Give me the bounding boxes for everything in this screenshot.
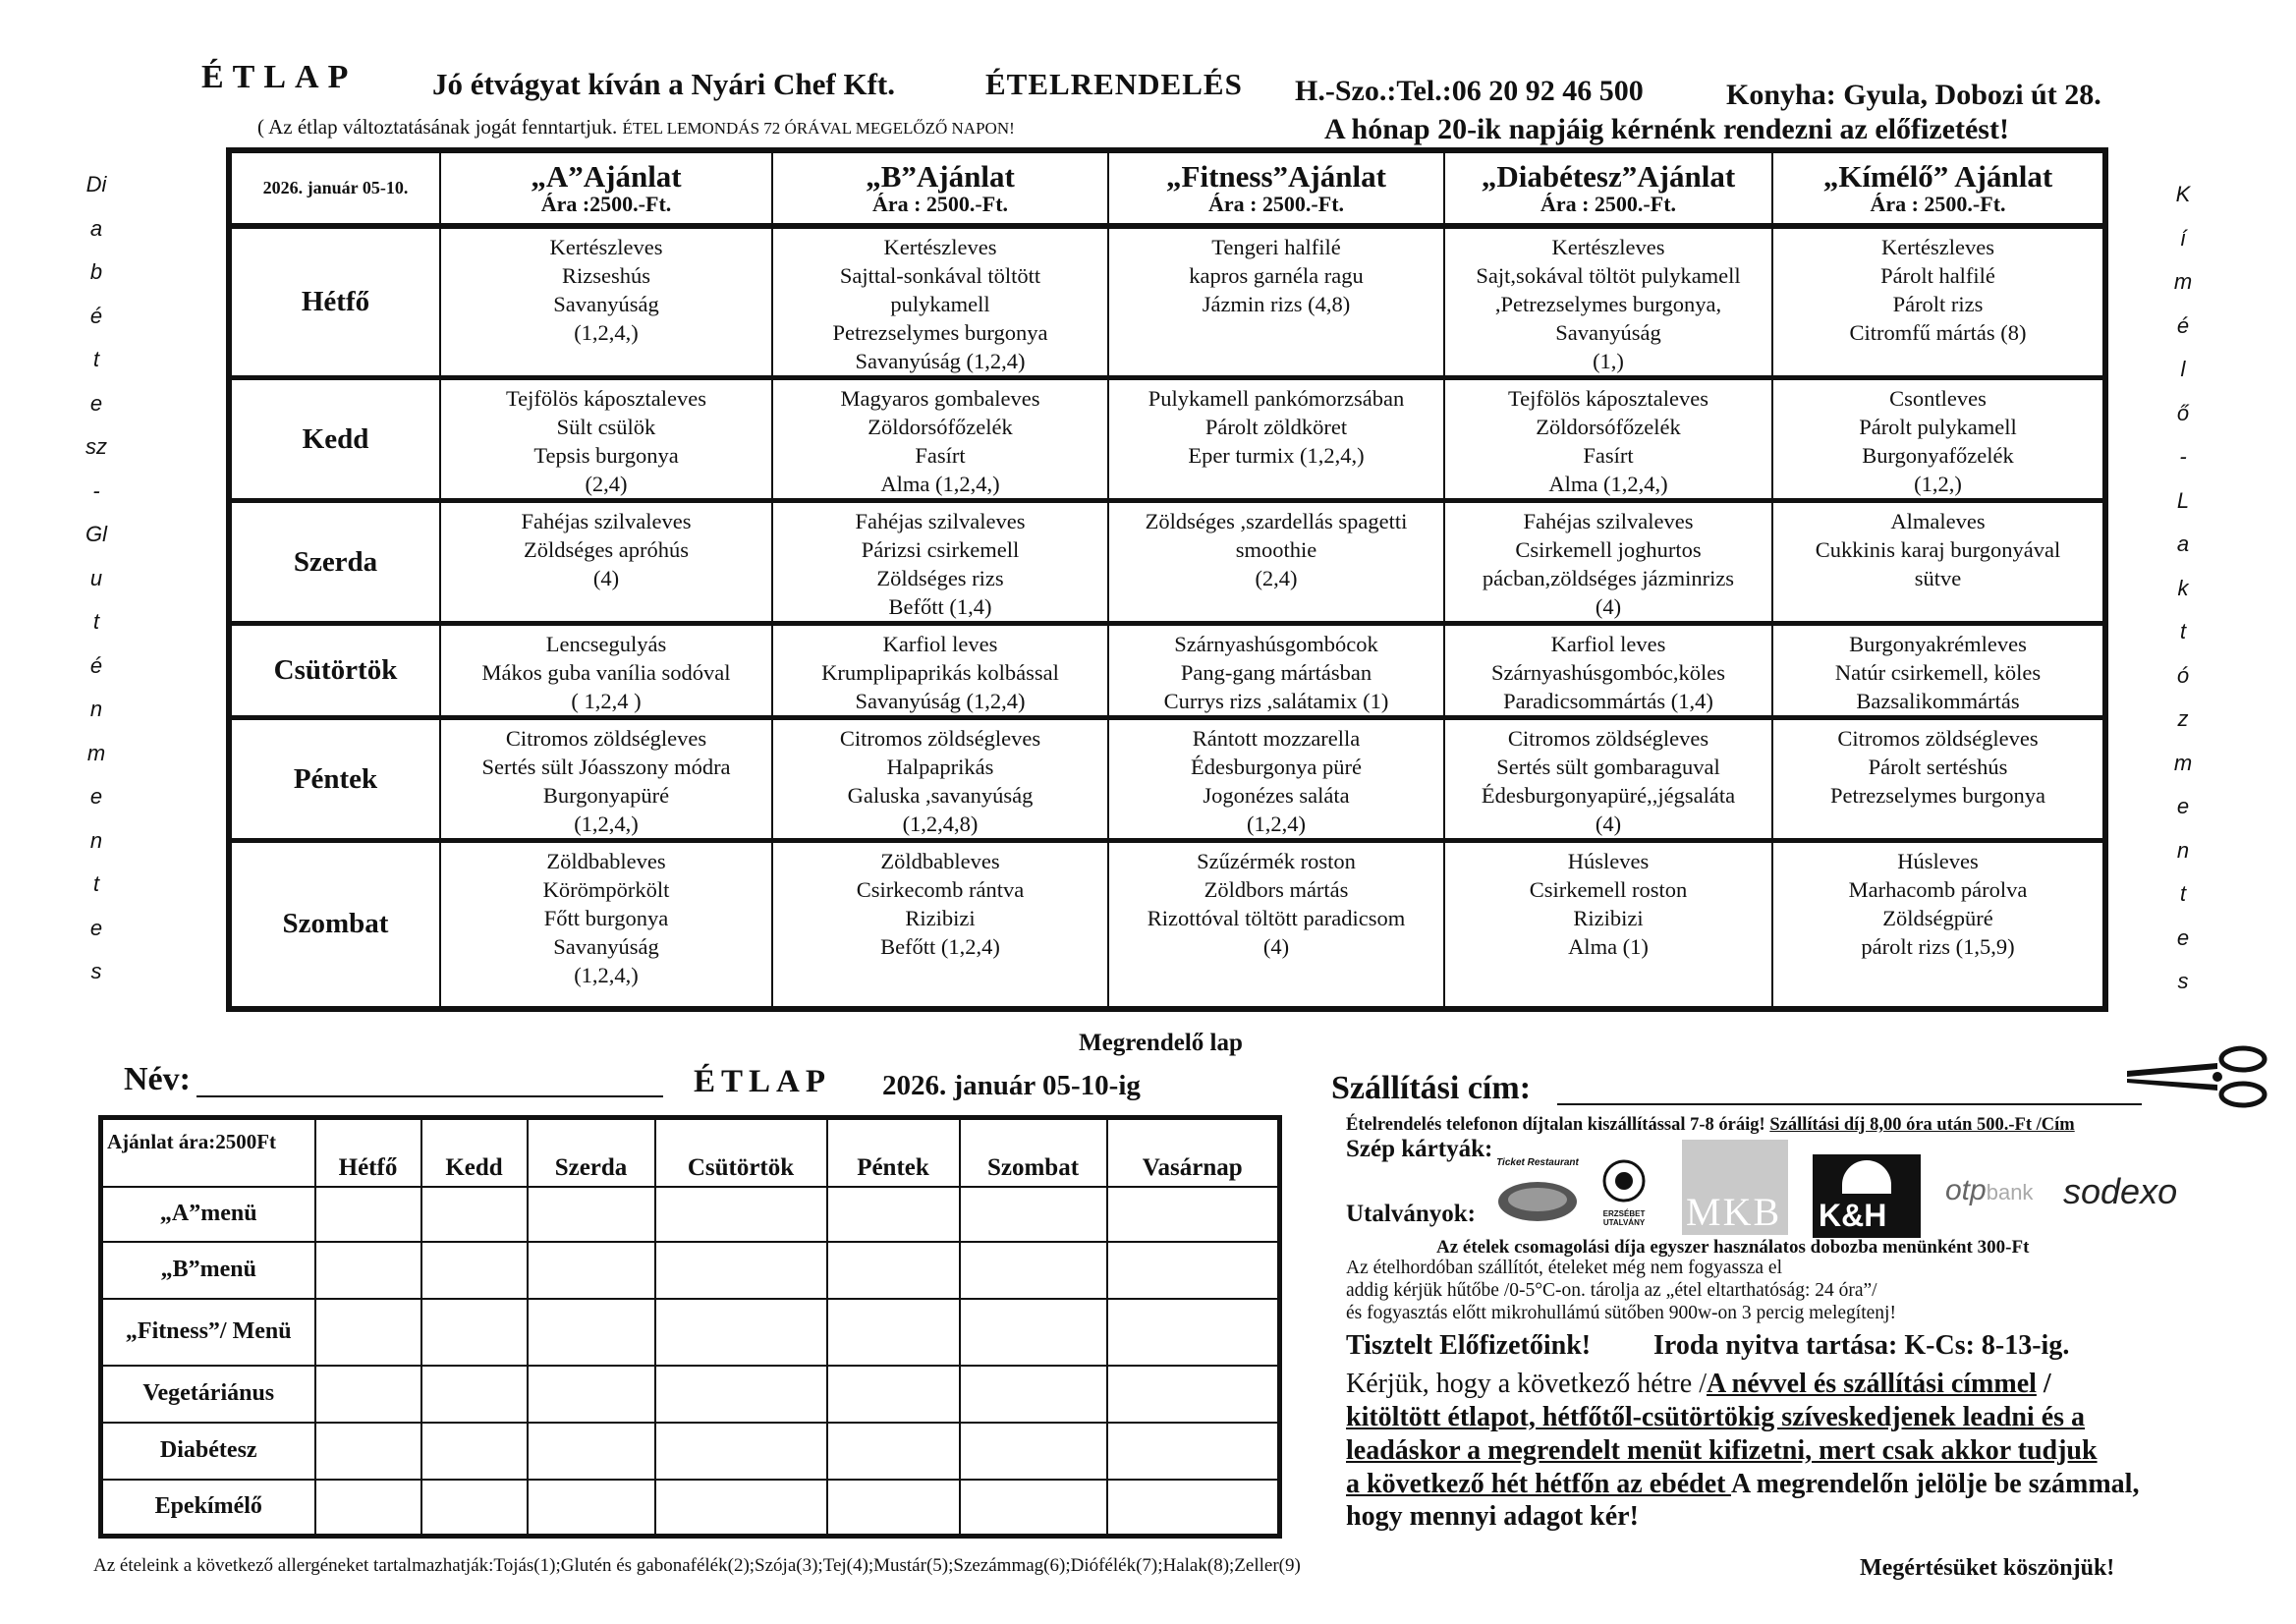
meal-line: Csontleves bbox=[1889, 386, 1987, 411]
order-quantity-cell[interactable] bbox=[1107, 1242, 1280, 1299]
meal-line: Csirkemell roston bbox=[1529, 877, 1688, 902]
order-day-header: Péntek bbox=[827, 1118, 960, 1187]
meal-line: (1,2,4,) bbox=[574, 963, 639, 987]
meal-line: (4) bbox=[1262, 934, 1290, 959]
order-quantity-cell[interactable] bbox=[1107, 1299, 1280, 1366]
order-quantity-cell[interactable] bbox=[528, 1299, 655, 1366]
meal-cell bbox=[1108, 841, 1444, 1009]
side-left-letter: sz bbox=[85, 434, 107, 459]
ticket-restaurant-logo: Ticket Restaurant bbox=[1493, 1157, 1582, 1228]
meal-line: Marhacomb párolva bbox=[1848, 877, 2028, 902]
meal-line: (4) bbox=[592, 566, 620, 590]
side-left-letter: t bbox=[92, 871, 100, 896]
side-left-letter: é bbox=[89, 652, 103, 678]
order-menu-label: „B”menü bbox=[101, 1242, 315, 1299]
meal-line: Tejfölös káposztaleves bbox=[1508, 386, 1708, 411]
order-quantity-cell[interactable] bbox=[960, 1480, 1107, 1537]
meal-line: Fahéjas szilvaleves bbox=[1523, 509, 1694, 533]
request-line-2: kitöltött étlapot, hétfőtől-csütörtökig szíveskedjenek leadni és a bbox=[1346, 1402, 2086, 1432]
order-quantity-cell[interactable] bbox=[827, 1299, 960, 1366]
order-quantity-cell[interactable] bbox=[315, 1423, 421, 1480]
meal-cell bbox=[1444, 226, 1772, 378]
meal-line: Savanyúság bbox=[553, 292, 659, 316]
meal-line: (1,2,) bbox=[1914, 472, 1962, 496]
order-quantity-cell[interactable] bbox=[421, 1187, 528, 1242]
meal-line: Karfiol leves bbox=[1550, 632, 1666, 656]
offer-price-label: Ajánlat ára:2500Ft bbox=[101, 1118, 315, 1187]
meal-line: Párolt sertéshús bbox=[1868, 755, 2008, 779]
meal-line: Főtt burgonya bbox=[543, 906, 669, 930]
side-left-letter: t bbox=[92, 609, 100, 634]
storage-note-2: addig kérjük hűtőbe /0-5°C-on. tárolja az „étel eltarthatóság: 24 óra”/ bbox=[1346, 1280, 1877, 1301]
order-quantity-cell[interactable] bbox=[960, 1366, 1107, 1423]
order-quantity-cell[interactable] bbox=[1107, 1366, 1280, 1423]
meal-line: Savanyúság bbox=[1555, 320, 1661, 345]
order-day-header: Csütörtök bbox=[655, 1118, 827, 1187]
order-quantity-cell[interactable] bbox=[960, 1299, 1107, 1366]
meal-line: Krumplipaprikás kolbással bbox=[821, 660, 1059, 685]
side-left-letter: - bbox=[92, 477, 100, 503]
order-date: 2026. január 05-10-ig bbox=[882, 1070, 1141, 1101]
szep-card-label: Szép kártyák: bbox=[1346, 1136, 1493, 1162]
meal-line: (1,) bbox=[1593, 349, 1624, 373]
side-right-letter: a bbox=[2176, 532, 2190, 556]
side-left-letter: n bbox=[89, 827, 103, 853]
meal-line: Zöldorsófőzelék bbox=[1536, 415, 1681, 439]
order-quantity-cell[interactable] bbox=[655, 1187, 827, 1242]
meal-line: Citromos zöldségleves bbox=[1837, 726, 2039, 751]
order-quantity-cell[interactable] bbox=[960, 1423, 1107, 1480]
order-day-header: Vasárnap bbox=[1107, 1118, 1280, 1187]
order-quantity-cell[interactable] bbox=[960, 1187, 1107, 1242]
order-quantity-cell[interactable] bbox=[655, 1242, 827, 1299]
address-label: Szállítási cím: bbox=[1331, 1070, 1532, 1106]
meal-line: (1,2,4,) bbox=[574, 320, 639, 345]
plan-header-fitness: „Fitness”Ajánlat Ára : 2500.-Ft. bbox=[1108, 150, 1444, 226]
request-line-1: Kérjük, hogy a következő hétre /A névvel és szállítási címmel / bbox=[1346, 1369, 2051, 1399]
meal-line: Zöldséges rizs bbox=[876, 566, 1004, 590]
order-quantity-cell[interactable] bbox=[421, 1423, 528, 1480]
meal-line: Szűzérmék roston bbox=[1197, 849, 1356, 873]
meal-line: Csirkecomb rántva bbox=[856, 877, 1025, 902]
meal-line: párolt rizs (1,5,9) bbox=[1861, 934, 2015, 959]
meal-line: Sült csülök bbox=[556, 415, 656, 439]
side-right-letter: l bbox=[2180, 357, 2186, 381]
meal-cell bbox=[1444, 501, 1772, 624]
order-quantity-cell[interactable] bbox=[827, 1423, 960, 1480]
meal-line: Tejfölös káposztaleves bbox=[506, 386, 706, 411]
meal-line: Kertészleves bbox=[549, 235, 663, 259]
meal-line: sütve bbox=[1914, 566, 1962, 590]
meal-line: Petrezselymes burgonya bbox=[832, 320, 1048, 345]
order-day-header: Szombat bbox=[960, 1118, 1107, 1187]
day-label: Kedd bbox=[229, 378, 440, 501]
side-right-letter: t bbox=[2179, 881, 2187, 906]
order-quantity-cell[interactable] bbox=[528, 1423, 655, 1480]
meal-cell bbox=[772, 378, 1108, 501]
meal-cell bbox=[440, 226, 772, 378]
order-quantity-cell[interactable] bbox=[528, 1480, 655, 1537]
side-left-letter: s bbox=[90, 959, 102, 983]
kitchen-address: Konyha: Gyula, Dobozi út 28. bbox=[1726, 79, 2101, 111]
meal-line: Zöldbableves bbox=[880, 849, 1000, 873]
meal-line: Citromfű mártás (8) bbox=[1849, 320, 2027, 345]
meal-line: (4) bbox=[1595, 812, 1622, 836]
meal-line: Almaleves bbox=[1890, 509, 1986, 533]
meal-line: Burgonyapüré bbox=[542, 783, 670, 808]
order-quantity-cell[interactable] bbox=[315, 1480, 421, 1537]
order-quantity-cell[interactable] bbox=[1107, 1187, 1280, 1242]
meal-cell bbox=[1108, 378, 1444, 501]
meal-line: (4) bbox=[1595, 594, 1622, 619]
meal-line: Sertés sült gombaraguval bbox=[1496, 755, 1720, 779]
meal-line: Alma (1,2,4,) bbox=[880, 472, 1000, 496]
plan-header-diabetes: „Diabétesz”Ajánlat Ára : 2500.-Ft. bbox=[1444, 150, 1772, 226]
meal-cell bbox=[772, 841, 1108, 1009]
meal-line: Sajt,sokával töltöt pulykamell bbox=[1476, 263, 1741, 288]
side-label-gentle-lactose-free bbox=[2161, 173, 2205, 1004]
packaging-note: Az ételek csomagolási díja egyszer használatos dobozba menünként 300-Ft bbox=[1436, 1237, 2030, 1258]
meal-line: Currys rizs ,salátamix (1) bbox=[1163, 689, 1389, 713]
meal-cell bbox=[440, 378, 772, 501]
meal-cell bbox=[1772, 501, 2105, 624]
meal-cell bbox=[1772, 718, 2105, 841]
order-form-title: Megrendelő lap bbox=[1079, 1030, 1243, 1056]
meal-line: Halpaprikás bbox=[886, 755, 994, 779]
request-line-3: leadáskor a megrendelt menüt kifizetni, mert csak akkor tudjuk bbox=[1346, 1435, 2098, 1466]
order-quantity-cell[interactable] bbox=[528, 1366, 655, 1423]
order-menu-label: „Fitness”/ Menü bbox=[101, 1299, 315, 1366]
side-right-letter: í bbox=[2179, 225, 2187, 251]
address-field[interactable] bbox=[1557, 1103, 2142, 1105]
meal-line: Csirkemell joghurtos bbox=[1515, 537, 1702, 562]
meal-line: Kertészleves bbox=[1881, 235, 1994, 259]
meal-line: Pulykamell pankómorzsában bbox=[1148, 386, 1405, 411]
meal-line: Savanyúság bbox=[553, 934, 659, 959]
meal-line: Édesburgonyapüré,,jégsaláta bbox=[1481, 783, 1736, 808]
scissors-icon bbox=[2127, 1043, 2274, 1112]
meal-line: (1,2,4) bbox=[1247, 812, 1306, 836]
meal-cell bbox=[1772, 624, 2105, 718]
meal-line: Tepsis burgonya bbox=[533, 443, 679, 468]
order-quantity-cell[interactable] bbox=[827, 1366, 960, 1423]
side-label-diabetes-gluten-free bbox=[75, 163, 118, 994]
side-left-letter: Gl bbox=[85, 522, 107, 546]
side-right-letter: k bbox=[2177, 575, 2189, 600]
meal-cell bbox=[1108, 718, 1444, 841]
meal-line: Párolt halfilé bbox=[1880, 263, 1995, 288]
order-quantity-cell[interactable] bbox=[421, 1480, 528, 1537]
meal-line: Pang-gang mártásban bbox=[1180, 660, 1372, 685]
meal-cell bbox=[1772, 841, 2105, 1009]
meal-cell bbox=[772, 226, 1108, 378]
meal-cell bbox=[440, 624, 772, 718]
side-right-letter: K bbox=[2175, 182, 2191, 206]
name-field[interactable] bbox=[196, 1095, 663, 1097]
meal-line: Alma (1,2,4,) bbox=[1548, 472, 1668, 496]
meal-line: (2,4) bbox=[1255, 566, 1298, 590]
side-right-letter: e bbox=[2176, 794, 2190, 818]
order-quantity-cell[interactable] bbox=[655, 1423, 827, 1480]
meal-line: kapros garnéla ragu bbox=[1189, 263, 1364, 288]
meal-line: Jázmin rizs (4,8) bbox=[1202, 292, 1351, 316]
meal-line: Mákos guba vanília sodóval bbox=[481, 660, 731, 685]
meal-line: Szárnyashúsgombócok bbox=[1174, 632, 1378, 656]
meal-cell bbox=[772, 501, 1108, 624]
meal-line: Fasírt bbox=[1583, 443, 1634, 468]
menu-date: 2026. január 05-10. bbox=[229, 150, 440, 226]
meal-line: pulykamell bbox=[890, 292, 990, 316]
side-right-letter: s bbox=[2177, 969, 2189, 993]
name-label: Név: bbox=[124, 1061, 191, 1097]
meal-line: Savanyúság (1,2,4) bbox=[855, 349, 1026, 373]
meal-line: Lencsegulyás bbox=[545, 632, 667, 656]
side-right-letter: z bbox=[2177, 706, 2189, 731]
day-label: Szombat bbox=[229, 841, 440, 1009]
side-left-letter: b bbox=[89, 259, 103, 284]
meal-line: smoothie bbox=[1235, 537, 1317, 562]
order-quantity-cell[interactable] bbox=[1107, 1423, 1280, 1480]
meal-line: Citromos zöldségleves bbox=[839, 726, 1041, 751]
meal-line: Natúr csirkemell, köles bbox=[1834, 660, 2042, 685]
meal-cell bbox=[440, 501, 772, 624]
meal-line: Húsleves bbox=[1567, 849, 1650, 873]
vouchers-label: Utalványok: bbox=[1346, 1201, 1476, 1227]
company-wish: Jó étvágyat kíván a Nyári Chef Kft. bbox=[432, 67, 895, 101]
meal-line: Húsleves bbox=[1897, 849, 1979, 873]
plan-header-a: „A”Ajánlat Ára :2500.-Ft. bbox=[440, 150, 772, 226]
order-quantity-cell[interactable] bbox=[421, 1299, 528, 1366]
meal-cell bbox=[1108, 226, 1444, 378]
side-right-letter: - bbox=[2179, 444, 2187, 469]
request-line-5: hogy mennyi adagot kér! bbox=[1346, 1501, 1639, 1532]
side-left-letter: é bbox=[89, 303, 103, 328]
order-day-header: Hétfő bbox=[315, 1118, 421, 1187]
order-quantity-cell[interactable] bbox=[315, 1187, 421, 1242]
meal-line: Párolt zöldköret bbox=[1204, 415, 1348, 439]
meal-line: Szárnyashúsgombóc,köles bbox=[1490, 660, 1726, 685]
meal-cell bbox=[772, 718, 1108, 841]
kh-bank-logo: K&H bbox=[1813, 1154, 1921, 1238]
meal-cell bbox=[772, 624, 1108, 718]
order-quantity-cell[interactable] bbox=[655, 1480, 827, 1537]
meal-line: Rizottóval töltött paradicsom bbox=[1147, 906, 1406, 930]
order-quantity-cell[interactable] bbox=[421, 1366, 528, 1423]
side-right-letter: e bbox=[2176, 924, 2190, 950]
change-notice: ( Az étlap változtatásának jogát fenntartjuk. ÉTEL LEMONDÁS 72 ÓRÁVAL MEGELŐZŐ NAPON! bbox=[257, 115, 1015, 139]
side-left-letter: t bbox=[92, 347, 100, 371]
meal-line: Párizsi csirkemell bbox=[861, 537, 1020, 562]
meal-cell bbox=[1444, 718, 1772, 841]
meal-line: Kertészleves bbox=[1551, 235, 1665, 259]
request-line-4: a következő hét hétfőn az ebédet A megrendelőn jelölje be számmal, bbox=[1346, 1469, 2140, 1499]
meal-line: Zöldséges ,szardellás spagetti bbox=[1145, 509, 1408, 533]
order-quantity-cell[interactable] bbox=[827, 1187, 960, 1242]
meal-cell bbox=[440, 718, 772, 841]
meal-line: Bazsalikommártás bbox=[1856, 689, 2020, 713]
erzsebet-voucher-logo: ERZSÉBET UTALVÁNY bbox=[1599, 1159, 1649, 1230]
page-title: ÉTLAP bbox=[201, 59, 358, 95]
office-hours: Iroda nyitva tartása: K-Cs: 8-13-ig. bbox=[1653, 1330, 2070, 1361]
meal-line: Jogonézes saláta bbox=[1203, 783, 1350, 808]
meal-line: Burgonyakrémleves bbox=[1849, 632, 2027, 656]
order-menu-title: ÉTLAP bbox=[694, 1064, 832, 1099]
meal-line: Kertészleves bbox=[883, 235, 997, 259]
side-left-letter: e bbox=[89, 915, 103, 940]
side-left-letter: a bbox=[89, 215, 103, 241]
meal-line: Befőtt (1,2,4) bbox=[880, 934, 1000, 959]
meal-cell bbox=[1444, 624, 1772, 718]
meal-line: Karfiol leves bbox=[882, 632, 998, 656]
side-left-letter: e bbox=[89, 784, 103, 809]
sodexo-logo: sodexo bbox=[2063, 1171, 2178, 1211]
side-left-letter: m bbox=[86, 740, 106, 765]
meal-line: Rántott mozzarella bbox=[1192, 726, 1361, 751]
order-menu-label: Epekímélő bbox=[101, 1480, 315, 1537]
day-label: Hétfő bbox=[229, 226, 440, 378]
storage-note-3: és fogyasztás előtt mikrohullámú sütőben 900w-on 3 percig melegítenj! bbox=[1346, 1303, 1896, 1323]
meal-cell bbox=[1772, 226, 2105, 378]
phone-number: H.-Szo.:Tel.:06 20 92 46 500 bbox=[1295, 75, 1644, 107]
meal-line: Sertés sült Jóasszony módra bbox=[481, 755, 731, 779]
meal-cell bbox=[1444, 378, 1772, 501]
order-menu-label: „A”menü bbox=[101, 1187, 315, 1242]
weekly-menu-table bbox=[226, 147, 2108, 1012]
meal-line: Magyaros gombaleves bbox=[840, 386, 1040, 411]
meal-line: Körömpörkölt bbox=[542, 877, 670, 902]
side-left-letter: n bbox=[89, 697, 103, 721]
meal-line: Petrezselymes burgonya bbox=[1830, 783, 2045, 808]
meal-cell bbox=[440, 841, 772, 1009]
order-quantity-cell[interactable] bbox=[655, 1299, 827, 1366]
plan-header-b: „B”Ajánlat Ára : 2500.-Ft. bbox=[772, 150, 1108, 226]
order-menu-label: Diabétesz bbox=[101, 1423, 315, 1480]
side-right-letter: t bbox=[2179, 619, 2187, 644]
order-quantity-cell[interactable] bbox=[1107, 1480, 1280, 1537]
side-right-letter: m bbox=[2173, 750, 2193, 775]
order-quantity-cell[interactable] bbox=[528, 1242, 655, 1299]
meal-line: (1,2,4,8) bbox=[902, 812, 979, 836]
order-grid bbox=[98, 1115, 1282, 1539]
meal-line: Tengeri halfilé bbox=[1211, 235, 1341, 259]
order-quantity-cell[interactable] bbox=[315, 1299, 421, 1366]
order-quantity-cell[interactable] bbox=[421, 1242, 528, 1299]
side-left-letter: Di bbox=[85, 172, 107, 196]
meal-line: Zöldbors mártás bbox=[1204, 877, 1349, 902]
meal-line: Rizibizi bbox=[1573, 906, 1644, 930]
subscriber-greeting: Tisztelt Előfizetőink! bbox=[1346, 1330, 1592, 1361]
meal-line: Zöldorsófőzelék bbox=[868, 415, 1013, 439]
order-heading: ÉTELRENDELÉS bbox=[985, 67, 1243, 101]
meal-line: Zöldségpüré bbox=[1882, 906, 1993, 930]
order-quantity-cell[interactable] bbox=[528, 1187, 655, 1242]
meal-line: Rizseshús bbox=[562, 263, 650, 288]
meal-line: pácban,zöldséges jázminrizs bbox=[1482, 566, 1735, 590]
meal-line: Zöldséges apróhús bbox=[523, 537, 690, 562]
payment-notice: A hónap 20-ik napjáig kérnénk rendezni az előfizetést! bbox=[1324, 113, 2009, 145]
side-left-letter: e bbox=[89, 390, 103, 416]
meal-cell bbox=[1444, 841, 1772, 1009]
meal-line: (1,2,4,) bbox=[574, 812, 639, 836]
order-quantity-cell[interactable] bbox=[960, 1242, 1107, 1299]
meal-cell bbox=[1772, 378, 2105, 501]
meal-line: Édesburgonya püré bbox=[1191, 755, 1362, 779]
thanks-note: Megértésüket köszönjük! bbox=[1860, 1555, 2115, 1581]
day-label: Csütörtök bbox=[229, 624, 440, 718]
side-right-letter: ő bbox=[2176, 400, 2190, 425]
order-quantity-cell[interactable] bbox=[827, 1242, 960, 1299]
meal-line: Rizibizi bbox=[905, 906, 976, 930]
meal-line: Galuska ,savanyúság bbox=[847, 783, 1034, 808]
meal-line: (2,4) bbox=[585, 472, 628, 496]
delivery-info: Ételrendelés telefonon díjtalan kiszállítással 7-8 óráig! Szállítási díj 8,00 óra után 500.-Ft /Cím bbox=[1346, 1115, 2075, 1135]
meal-cell bbox=[1108, 501, 1444, 624]
meal-line: Fahéjas szilvaleves bbox=[521, 509, 692, 533]
meal-line: Paradicsommártás (1,4) bbox=[1503, 689, 1713, 713]
side-right-letter: L bbox=[2176, 487, 2190, 513]
mkb-logo: MKB bbox=[1682, 1140, 1788, 1235]
order-quantity-cell[interactable] bbox=[827, 1480, 960, 1537]
meal-line: Savanyúság (1,2,4) bbox=[855, 689, 1026, 713]
meal-line: Fasírt bbox=[915, 443, 966, 468]
order-quantity-cell[interactable] bbox=[315, 1242, 421, 1299]
order-day-header: Kedd bbox=[421, 1118, 528, 1187]
meal-line: Burgonyafőzelék bbox=[1862, 443, 2014, 468]
meal-line: Párolt pulykamell bbox=[1859, 415, 2017, 439]
meal-line: Fahéjas szilvaleves bbox=[855, 509, 1026, 533]
meal-line: Zöldbableves bbox=[546, 849, 666, 873]
side-right-letter: m bbox=[2173, 269, 2193, 294]
meal-line: ( 1,2,4 ) bbox=[571, 689, 642, 713]
side-right-letter: ó bbox=[2176, 662, 2190, 688]
meal-line: Párolt rizs bbox=[1892, 292, 1984, 316]
day-label: Péntek bbox=[229, 718, 440, 841]
order-day-header: Szerda bbox=[528, 1118, 655, 1187]
meal-cell bbox=[1108, 624, 1444, 718]
meal-line: Sajttal-sonkával töltött bbox=[839, 263, 1041, 288]
order-quantity-cell[interactable] bbox=[315, 1366, 421, 1423]
meal-line: Eper turmix (1,2,4,) bbox=[1188, 443, 1365, 468]
day-label: Szerda bbox=[229, 501, 440, 624]
order-menu-label: Vegetáriánus bbox=[101, 1366, 315, 1423]
order-quantity-cell[interactable] bbox=[655, 1366, 827, 1423]
meal-line: Befőtt (1,4) bbox=[888, 594, 992, 619]
meal-line: Citromos zöldségleves bbox=[505, 726, 707, 751]
meal-line: ,Petrezselymes burgonya, bbox=[1494, 292, 1722, 316]
side-right-letter: é bbox=[2176, 312, 2190, 338]
side-left-letter: u bbox=[89, 565, 103, 590]
meal-line: Cukkinis karaj burgonyával bbox=[1815, 537, 2061, 562]
plan-header-gentle: „Kímélő” Ajánlat Ára : 2500.-Ft. bbox=[1772, 150, 2105, 226]
side-right-letter: n bbox=[2176, 837, 2190, 863]
allergen-legend: Az ételeink a következő allergéneket tartalmazhatják:Tojás(1);Glutén és gabonafélék(2);Szója(3);Tej(4);Mustár(5);Szezámmag(6);Diófélék(7);Halak(8);Zeller(9) bbox=[93, 1555, 1301, 1576]
storage-note-1: Az ételhordóban szállítót, ételeket még nem fogyassza el bbox=[1346, 1258, 1782, 1278]
meal-line: Citromos zöldségleves bbox=[1507, 726, 1709, 751]
meal-line: Alma (1) bbox=[1568, 934, 1649, 959]
otp-bank-logo: otpbank bbox=[1945, 1174, 2034, 1206]
